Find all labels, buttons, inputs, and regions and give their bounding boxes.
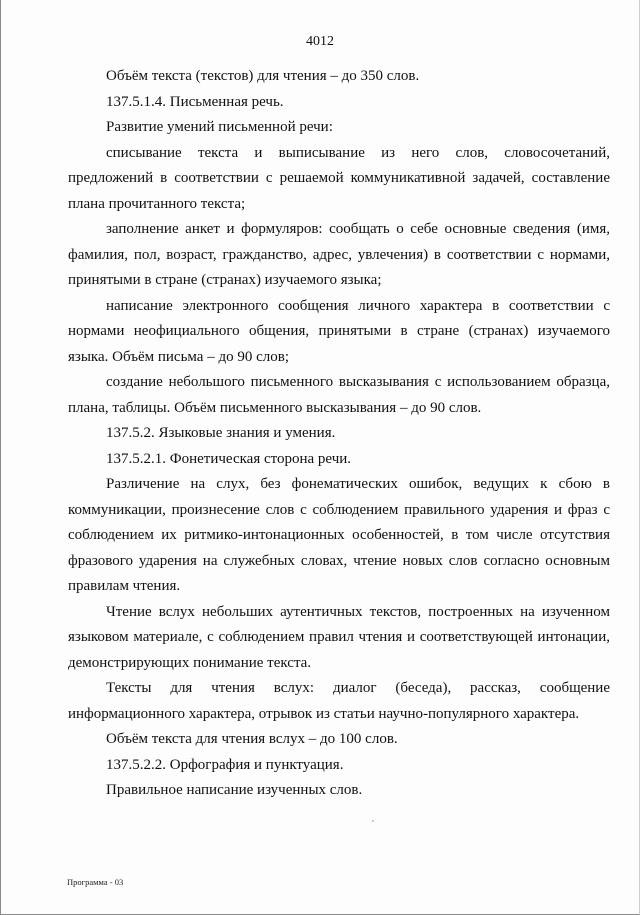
- page-number: 4012: [306, 34, 334, 49]
- paragraph: Правильное написание изученных слов.: [106, 782, 363, 798]
- paragraph: Развитие умений письменной речи:: [106, 119, 333, 135]
- section-heading: 137.5.2.1. Фонетическая сторона речи.: [106, 450, 352, 467]
- section-heading: 137.5.1.4. Письменная речь.: [106, 93, 284, 110]
- paragraph: списывание текста и выписывание из него слов, словосочетаний, предложений в соответствии с решаемой коммуникативной задачей, составление плана прочитанного текста;: [68, 144, 610, 212]
- section-heading: 137.5.2. Языковые знания и умения.: [106, 425, 336, 441]
- footer-label: Программа - 03: [67, 877, 124, 887]
- paragraph: заполнение анкет и формуляров: сообщать о себе основные сведения (имя, фамилия, пол, возраст, гражданство, адрес, увлечения) в соответствии с нормами, принятыми в стране (странах) изучаемого языка;: [68, 221, 610, 288]
- scan-speck: [372, 820, 374, 822]
- paragraph: Чтение вслух небольших аутентичных текстов, построенных на изученном языковом материале, с соблюдением правил чтения и соответствующей интонации, демонстрирующих понимание текста.: [68, 603, 610, 671]
- paragraph: Объём текста для чтения вслух – до 100 слов.: [106, 731, 398, 747]
- paragraph: Различение на слух, без фонематических ошибок, ведущих к сбою в коммуникации, произнесение слов с соблюдением правильного ударения и фраз с соблюдением их ритмико-интонационных особенностей, в том числе отсутствия фразового ударения на служебных словах, чтение новых слов согласно основным правилам чтения.: [68, 476, 610, 594]
- section-heading: 137.5.2.2. Орфография и пунктуация.: [106, 756, 344, 773]
- paragraph: Тексты для чтения вслух: диалог (беседа), рассказ, сообщение информационного характера, отрывок из статьи научно-популярного характера.: [68, 680, 610, 722]
- paragraph: создание небольшого письменного высказывания с использованием образца, плана, таблицы. Объём письменного высказывания – до 90 слов.: [68, 374, 610, 416]
- document-body: [68, 64, 610, 804]
- paragraph: Объём текста (текстов) для чтения – до 350 слов.: [106, 68, 420, 84]
- paragraph: написание электронного сообщения личного характера в соответствии с нормами неофициального общения, принятыми в стране (странах) изучаемого языка. Объём письма – до 90 слов;: [68, 297, 610, 365]
